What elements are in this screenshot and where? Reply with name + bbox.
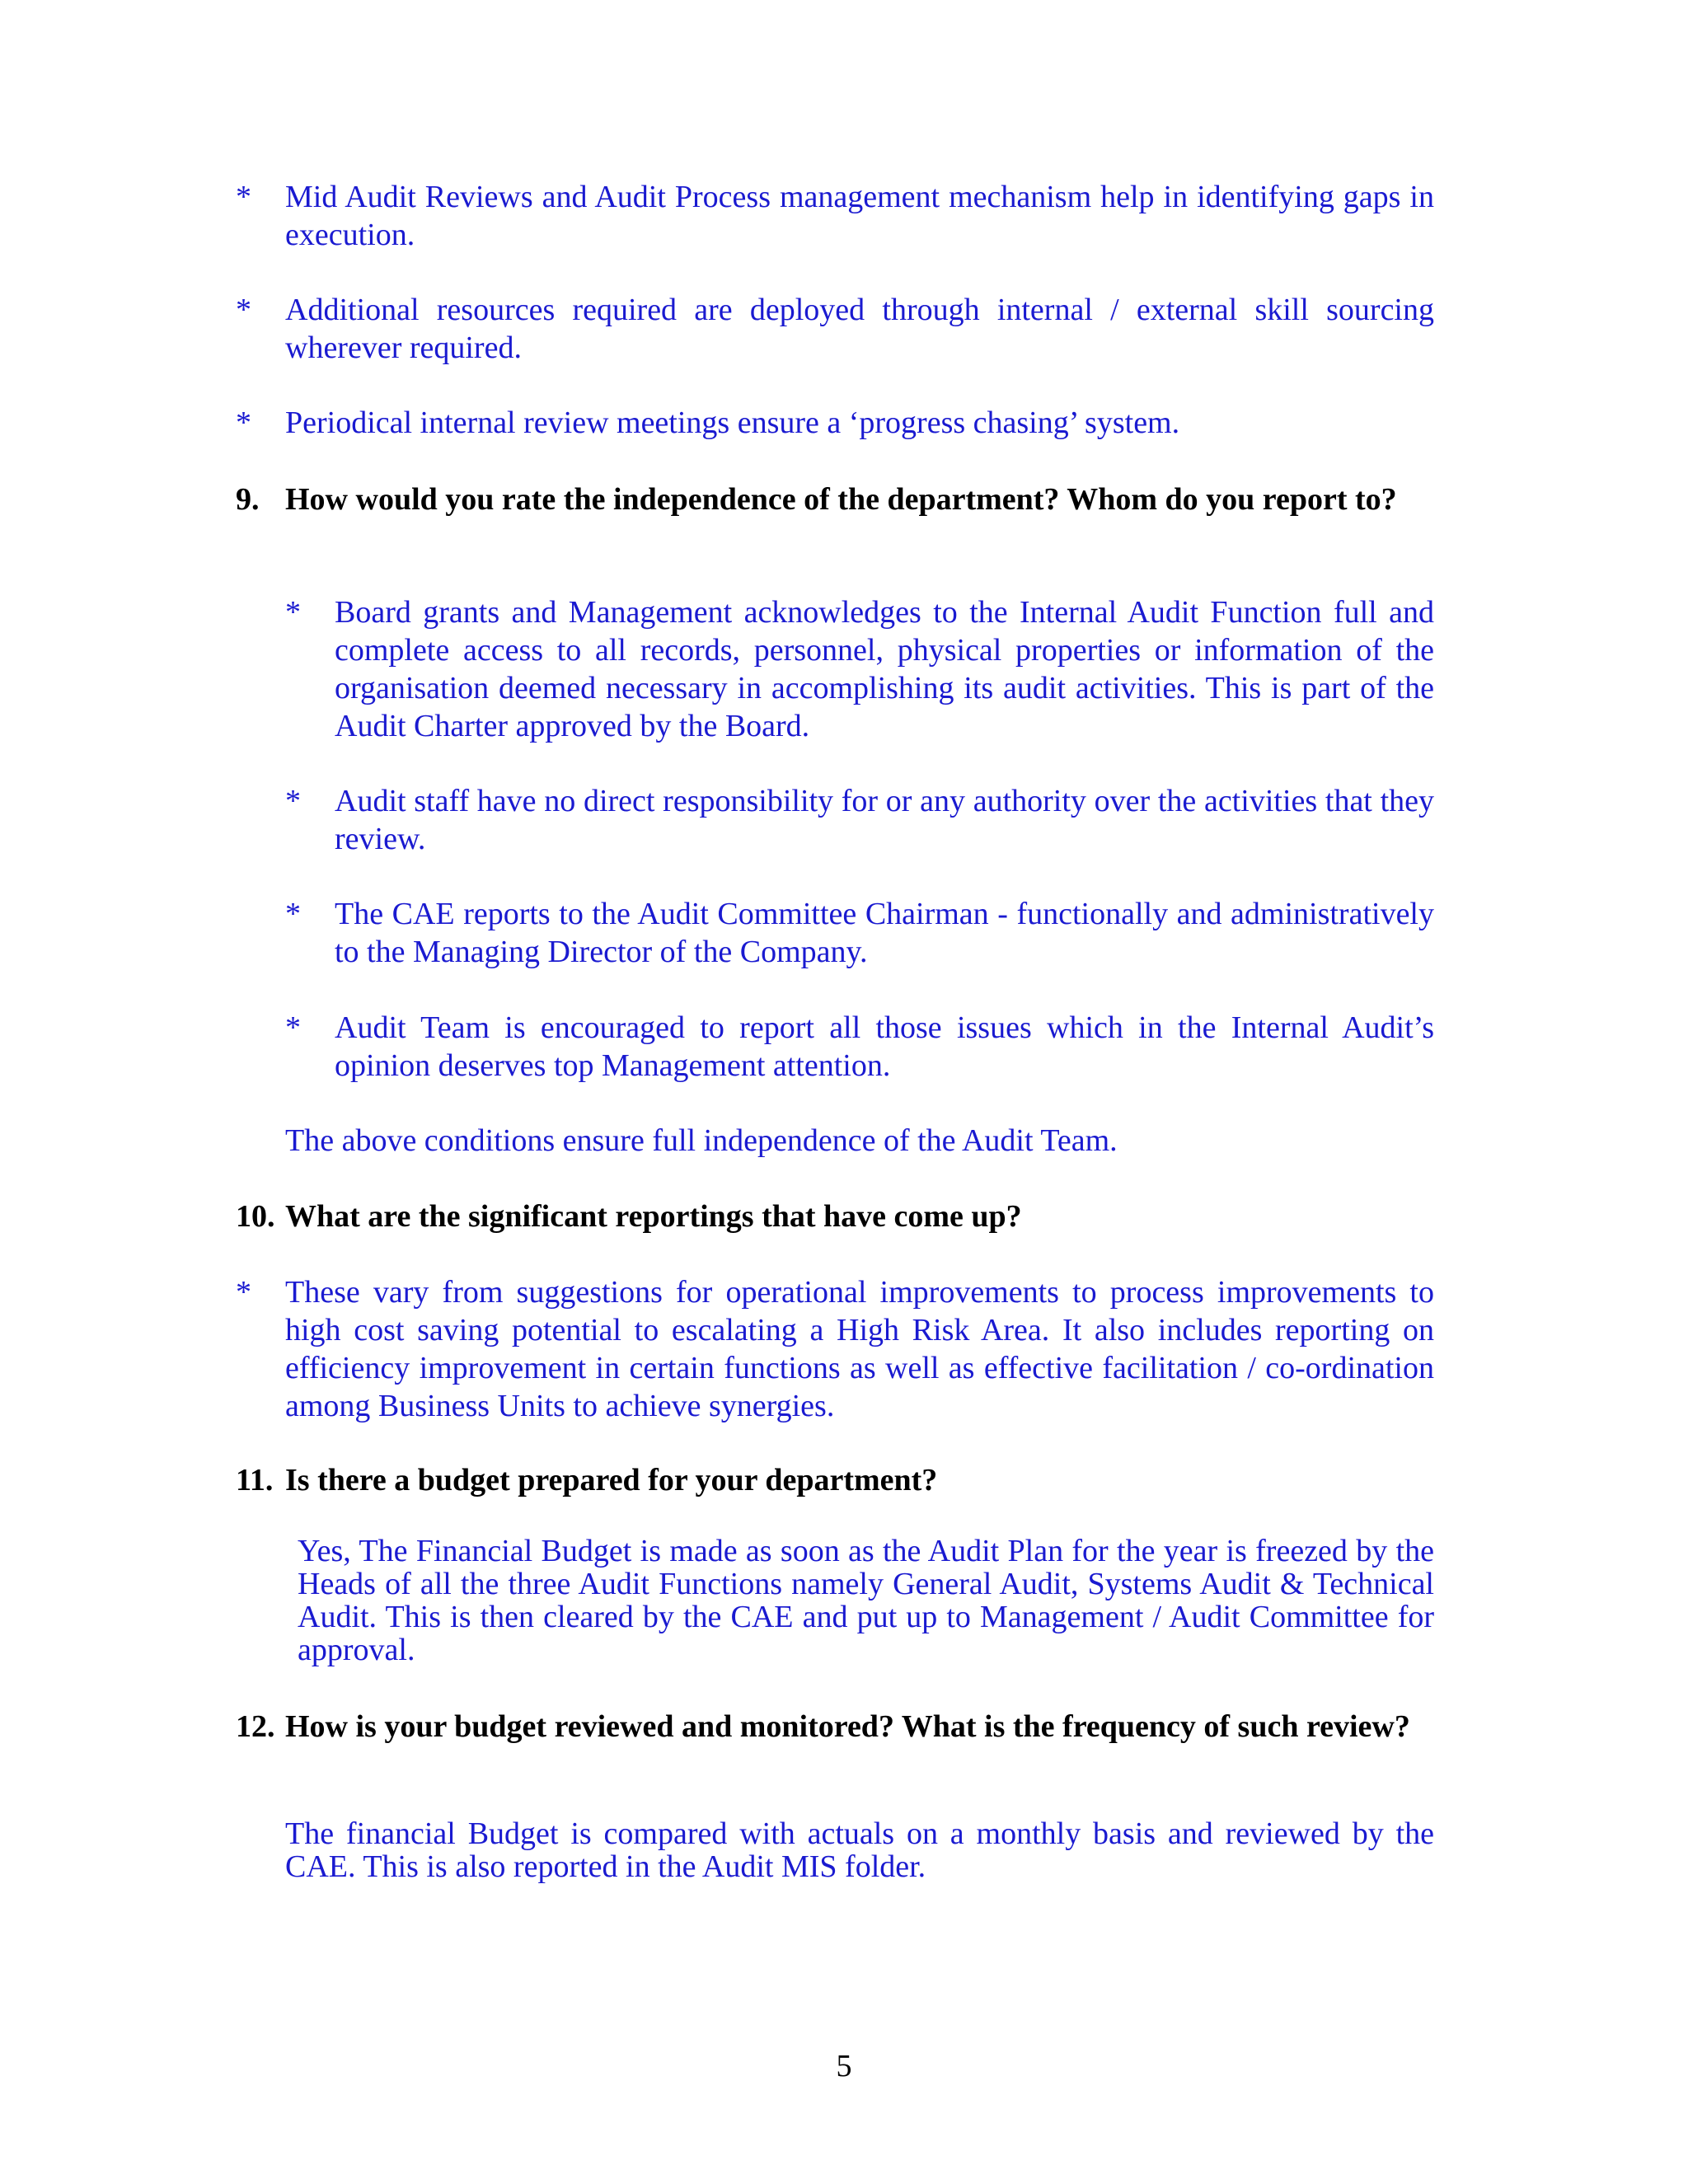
bullet-item bbox=[285, 782, 1434, 858]
question-10 bbox=[236, 1197, 1434, 1235]
question-12 bbox=[236, 1708, 1434, 1746]
question-number: 9. bbox=[236, 482, 260, 517]
answer-paragraph bbox=[285, 1122, 1434, 1160]
bullet-item bbox=[236, 404, 1434, 442]
bullet-text: The CAE reports to the Audit Committee Chairman - functionally and administratively to the Managing Director of the Company. bbox=[335, 897, 1434, 969]
question-number: 12. bbox=[236, 1709, 275, 1744]
bullet-marker: * bbox=[285, 595, 301, 630]
question-text: How would you rate the independence of the department? Whom do you report to? bbox=[285, 482, 1397, 517]
bullet-marker: * bbox=[285, 784, 301, 818]
bullet-marker: * bbox=[236, 1275, 251, 1310]
bullet-item bbox=[285, 1009, 1434, 1085]
bullet-item bbox=[285, 593, 1434, 745]
page-number: 5 bbox=[836, 2049, 852, 2083]
question-11 bbox=[236, 1461, 1434, 1499]
question-text: What are the significant reportings that have come up? bbox=[285, 1199, 1022, 1234]
question-text: How is your budget reviewed and monitored? What is the frequency of such review? bbox=[285, 1709, 1410, 1744]
answer-text: The above conditions ensure full independence of the Audit Team. bbox=[285, 1123, 1118, 1158]
bullet-text: Periodical internal review meetings ensure a ‘progress chasing’ system. bbox=[285, 405, 1180, 440]
answer-paragraph bbox=[298, 1535, 1434, 1666]
question-text: Is there a budget prepared for your department? bbox=[285, 1463, 938, 1497]
bullet-text: Audit Team is encouraged to report all those issues which in the Internal Audit’s opinion deserves top Management attention. bbox=[335, 1010, 1434, 1083]
bullet-item bbox=[236, 291, 1434, 367]
bullet-text: Additional resources required are deployed through internal / external skill sourcing wherever required. bbox=[285, 293, 1434, 365]
answer-text: The financial Budget is compared with actuals on a monthly basis and reviewed by the CAE. This is also reported in the Audit MIS folder. bbox=[285, 1816, 1434, 1884]
bullet-marker: * bbox=[285, 897, 301, 931]
bullet-item bbox=[236, 1273, 1434, 1425]
question-number: 10. bbox=[236, 1199, 275, 1234]
bullet-text: Board grants and Management acknowledges to the Internal Audit Function full and complete access to all records, personnel, physical properties or information of the organisation deemed necessary in accomplishing its audit activities. This is part of the Audit Charter approved by the Board. bbox=[335, 595, 1434, 743]
bullet-marker: * bbox=[236, 405, 251, 440]
bullet-text: Audit staff have no direct responsibility for or any authority over the activities that they review. bbox=[335, 784, 1434, 856]
bullet-marker: * bbox=[285, 1010, 301, 1045]
bullet-marker: * bbox=[236, 293, 251, 327]
bullet-item bbox=[236, 178, 1434, 254]
question-number: 11. bbox=[236, 1463, 274, 1497]
bullet-marker: * bbox=[236, 180, 251, 214]
bullet-text: These vary from suggestions for operational improvements to process improvements to high cost saving potential to escalating a High Risk Area. It also includes reporting on efficiency improvement in certain functions as well as effective facilitation / co-ordination among Business Units to achieve synergies. bbox=[285, 1275, 1434, 1423]
answer-text: Yes, The Financial Budget is made as soon as the Audit Plan for the year is freezed by the Heads of all the three Audit Functions namely General Audit, Systems Audit & Technical Audit. This is then cleared by the CAE and put up to Management / Audit Committee for approval. bbox=[298, 1534, 1434, 1667]
answer-paragraph bbox=[285, 1817, 1434, 1883]
bullet-item bbox=[285, 895, 1434, 971]
question-9 bbox=[236, 480, 1434, 518]
bullet-text: Mid Audit Reviews and Audit Process management mechanism help in identifying gaps in execution. bbox=[285, 180, 1434, 252]
